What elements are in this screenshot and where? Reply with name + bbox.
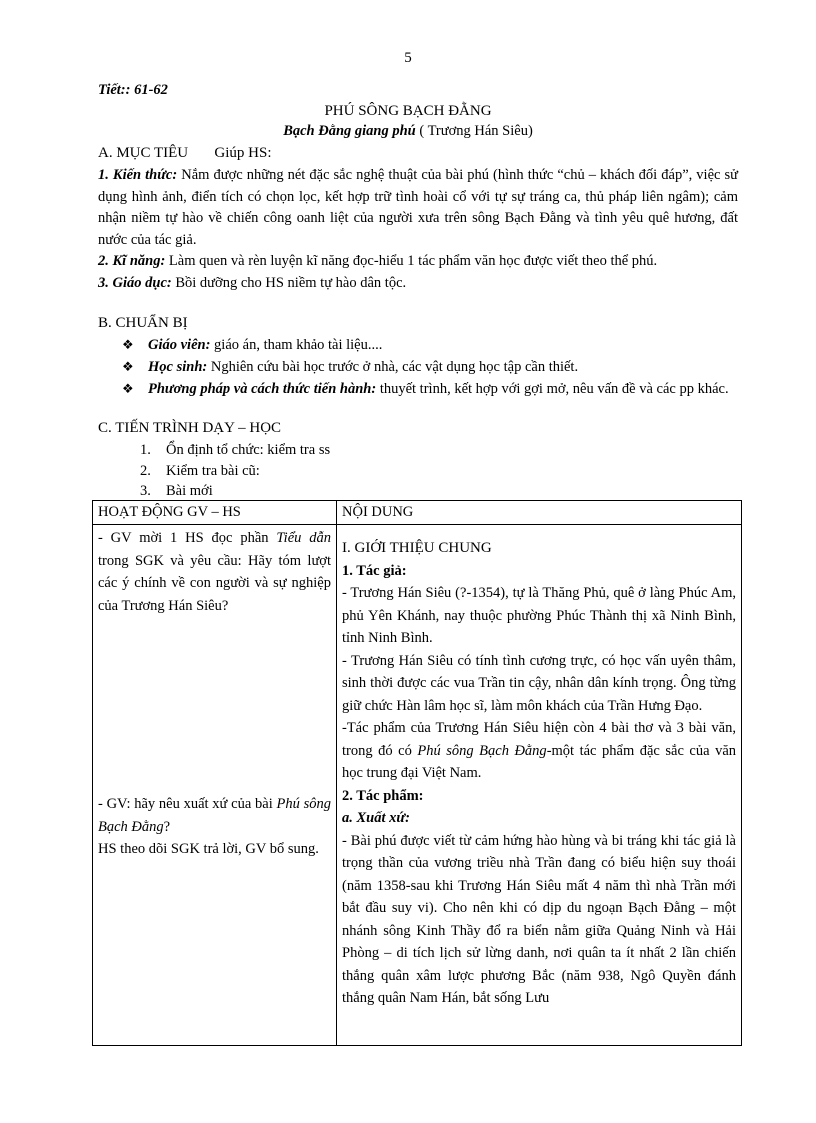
- table-row: [93, 525, 742, 1046]
- step-number: 2.: [140, 463, 151, 479]
- step-number: 3.: [140, 483, 151, 499]
- table-header-row: [93, 501, 742, 525]
- objective-text: Nắm được những nét đặc sắc nghệ thuật của bài phú (hình thức “chủ – khách đối đáp”, việc sử dụng hình ảnh, điển tích có chọn lọc, kết hợp trữ tình hoài cổ với tự sự tráng ca, thủ pháp liên ngâm); cảm nhận niềm tự hào về chiến công oanh liệt của người xưa trên sông Bạch Đằng và tình yêu quê hương, đất nước của tác giả.: [98, 167, 738, 248]
- author-works: [342, 717, 736, 785]
- activity-text: trong SGK và yêu cầu: Hãy tóm lượt các ý chính về con người và sự nghiệp của Trương Hán Siêu?: [98, 552, 331, 614]
- objective-label: 1. Kiến thức:: [98, 167, 178, 183]
- activity-origin: [98, 793, 331, 838]
- section-a-tail: Giúp HS:: [214, 145, 272, 161]
- prep-item-student: [122, 356, 738, 379]
- prep-item-method: [122, 378, 738, 401]
- prep-item-teacher: [122, 334, 738, 357]
- origin-heading: a. Xuất xứ:: [342, 810, 410, 826]
- section-a-heading: [98, 145, 738, 162]
- content-italic: Phú sông Bạch Đằng: [417, 742, 547, 759]
- objective-label: 2. Kĩ năng:: [98, 253, 166, 269]
- objectives-list: [98, 165, 738, 294]
- prep-text: thuyết trình, kết hợp với gợi mở, nêu vấn đề và các pp khác.: [376, 381, 729, 397]
- objective-text: Làm quen và rèn luyện kĩ năng đọc-hiểu 1 tác phẩm văn học được viết theo thể phú.: [165, 253, 658, 269]
- subtitle-italic: Bạch Đằng giang phú: [283, 123, 416, 139]
- author-paragraph: - Trương Hán Siêu có tính tình cương trực, có học vấn uyên thâm, sinh thời được các vua Trần tin cậy, nhân dân kính trọng. Ông từng giữ chức Hàn lâm học sĩ, làm môn khách của Trần Hưng Đạo.: [342, 652, 736, 714]
- diamond-bullet-icon: ❖: [122, 381, 134, 396]
- prep-label: Phương pháp và cách thức tiến hành:: [148, 381, 377, 397]
- content-heading: I. GIỚI THIỆU CHUNG: [342, 540, 492, 556]
- objective-text: Bồi dưỡng cho HS niềm tự hào dân tộc.: [171, 274, 407, 291]
- prep-text: giáo án, tham khảo tài liệu....: [210, 337, 383, 353]
- lesson-number: Tiết:: 61-62: [98, 82, 168, 98]
- objective-education: [98, 273, 738, 295]
- author-paragraph: - Trương Hán Siêu (?-1354), tự là Thăng Phủ, quê ở làng Phúc Am, phủ Yên Khánh, nay thuộc phường Phúc Thành thị xã Ninh Bình, tỉnh Ninh Bình.: [342, 585, 736, 646]
- subtitle-author: ( Trương Hán Siêu): [415, 123, 533, 139]
- column-header-content: NỘI DUNG: [337, 501, 742, 525]
- diamond-bullet-icon: ❖: [122, 359, 134, 374]
- lesson-table: [92, 500, 742, 1046]
- activity-text: - GV mời 1 HS đọc phần: [98, 530, 277, 546]
- activity-text: ?: [163, 818, 171, 835]
- step-number: 1.: [140, 442, 151, 458]
- page-title: PHÚ SÔNG BẠCH ĐẰNG: [324, 103, 492, 119]
- page-subtitle: [0, 123, 816, 140]
- content-text: -Tác phẩm của Trương Hán Siêu hiện còn 4 bài thơ và 3 bài văn, trong đó có: [342, 720, 736, 759]
- spacer: [98, 617, 331, 793]
- step-item: [140, 481, 213, 502]
- objective-skills: [98, 251, 738, 273]
- activity-intro: [98, 527, 331, 617]
- objective-knowledge: [98, 165, 738, 251]
- step-item: [140, 461, 260, 482]
- work-heading: 2. Tác phẩm:: [342, 787, 424, 804]
- content-cell: [337, 525, 742, 1046]
- diamond-bullet-icon: ❖: [122, 337, 134, 352]
- activities-cell: [93, 525, 337, 1046]
- spacer: [342, 527, 736, 537]
- step-text: Ổn định tổ chức: kiểm tra ss: [166, 442, 331, 458]
- section-a-title: A. MỤC TIÊU: [98, 145, 189, 161]
- prep-label: Học sinh:: [148, 359, 208, 375]
- column-header-activities: HOẠT ĐỘNG GV – HS: [93, 501, 337, 525]
- activity-italic: Tiểu dẫn: [276, 530, 331, 546]
- step-text: Kiểm tra bài cũ:: [166, 463, 260, 479]
- activity-followup: HS theo dõi SGK trả lời, GV bổ sung.: [98, 841, 319, 857]
- activity-text: - GV: hãy nêu xuất xứ của bài: [98, 796, 277, 812]
- section-b-heading: B. CHUẨN BỊ: [98, 315, 188, 331]
- step-item: [140, 440, 330, 461]
- activity-italic: Phú sông Bạch Đằng: [98, 796, 331, 835]
- objective-label: 3. Giáo dục:: [98, 274, 172, 291]
- prep-text: Nghiên cứu bài học trước ở nhà, các vật dụng học tập cần thiết.: [207, 359, 579, 375]
- content-text: -một tác phẩm đặc sắc của văn học trung đại Việt Nam.: [342, 742, 736, 781]
- page-number: 5: [404, 50, 412, 66]
- step-text: Bài mới: [166, 483, 213, 499]
- author-heading: 1. Tác giả:: [342, 562, 407, 579]
- prep-label: Giáo viên:: [148, 337, 211, 353]
- section-c-heading: C. TIẾN TRÌNH DẠY – HỌC: [98, 420, 282, 436]
- origin-paragraph: - Bài phú được viết từ cảm hứng hào hùng và bi tráng khi tác giả là trọng thần của vương triều nhà Trần đang có biểu hiện suy thoái (năm 1358-sau khi Trương Hán Siêu mất 4 năm thì nhà Trần mới bắt đầu suy vi). Cho nên khi có dịp du ngoạn Bạch Đằng – một nhánh sông Kinh Thầy đổ ra biển nằm giữa Quảng Ninh và Hải Phòng – di tích lịch sử lừng danh, nơi quân ta ít nhất 2 lần chiến thắng quân xâm lược phương Bắc (năm 938, Ngô Quyền đánh thắng quân Nam Hán, bắt sống Lưu: [342, 832, 736, 1006]
